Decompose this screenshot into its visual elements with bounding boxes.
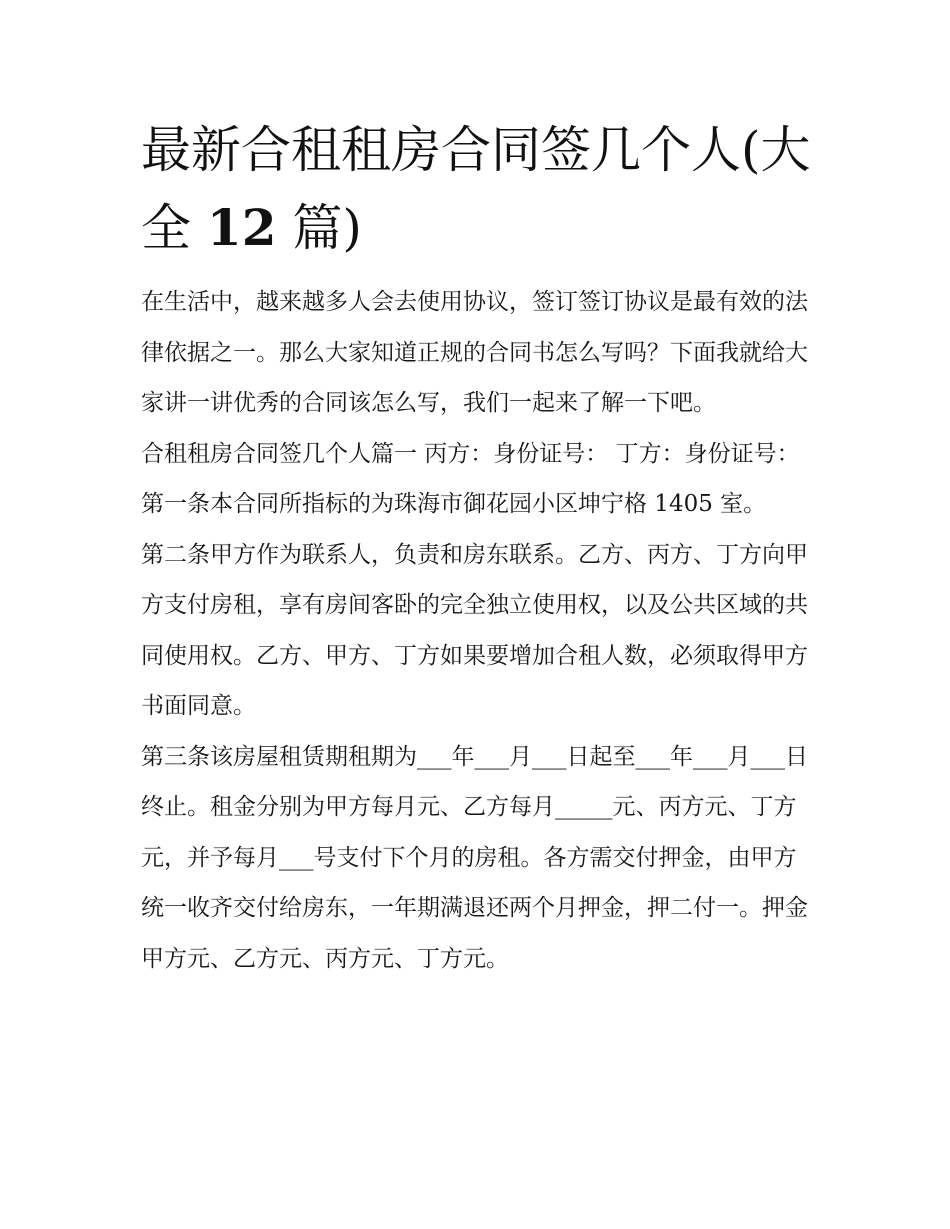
paragraph-intro: 在生活中，越来越多人会去使用协议，签订签订协议是最有效的法律依据之一。那么大家知道正规的合同书怎么写吗？下面我就给大家讲一讲优秀的合同该怎么写，我们一起来了解一下吧。 <box>141 289 808 416</box>
title-count: 12 <box>206 198 277 257</box>
document-content <box>141 112 813 984</box>
title-line2-prefix: 全 <box>141 199 191 257</box>
title-line2-suffix: 篇) <box>292 199 362 257</box>
paragraph-article-3: 第三条该房屋租赁期租期为___年___月___日起至___年___月___日终止。租金分别为甲方每月元、乙方每月_____元、丙方元、丁方元，并予每月___号支付下个月的房租。各方需交付押金，由甲方统一收齐交付给房东，一年期满退还两个月押金，押二付一。押金甲方元、乙方元、丙方元、丁方元。 <box>141 743 808 972</box>
paragraph-article-2: 第二条甲方作为联系人，负责和房东联系。乙方、丙方、丁方向甲方支付房租，享有房间客卧的完全独立使用权，以及公共区域的共同使用权。乙方、甲方、丁方如果要增加合租人数，必须取得甲方书面同意。 <box>141 541 808 719</box>
title-line1: 最新合租租房合同签几个人(大 <box>141 121 811 179</box>
document-body <box>141 277 813 984</box>
paragraph-contract-header: 合租租房合同签几个人篇一 丙方：身份证号： 丁方：身份证号： 第一条本合同所指标的为珠海市御花园小区坤宁格 1405 室。 <box>141 440 800 517</box>
document-title <box>141 112 813 267</box>
